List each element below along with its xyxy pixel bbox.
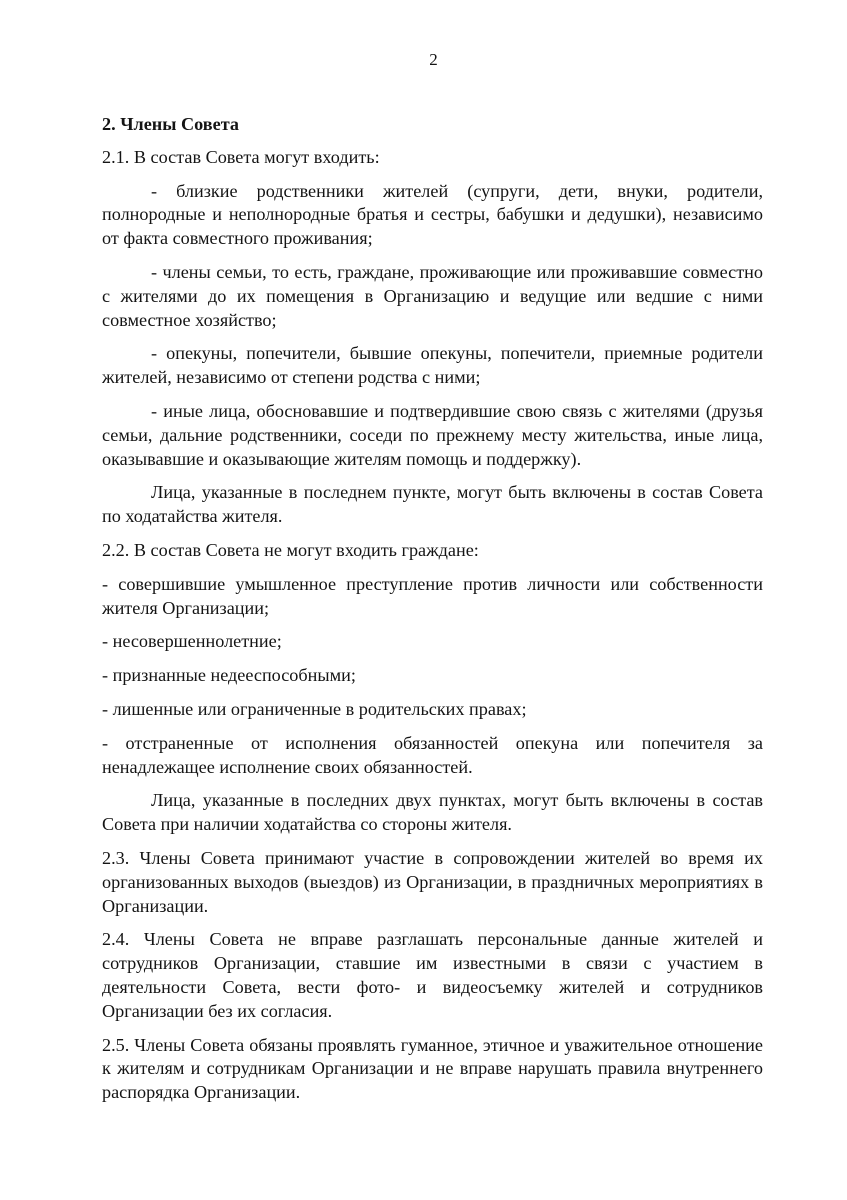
clause-2-2-note: Лица, указанные в последних двух пунктах, могут быть включены в состав Совета при наличии ходатайства со стороны жителя. xyxy=(102,790,763,835)
clause-2-2-item: - несовершеннолетние; xyxy=(102,631,282,652)
clause-2-1-item: - иные лица, обосновавшие и подтвердившие свою связь с жителями (друзья семьи, дальние родственники, соседи по прежнему месту жительства, иные лица, оказывавшие и оказывающие жителям помощь и поддержку). xyxy=(102,400,763,469)
section-heading: 2. Члены Совета xyxy=(102,114,239,134)
clause-2-1-item: - члены семьи, то есть, граждане, проживающие или проживавшие совместно с жителями до их помещения в Организацию и ведущие или ведшие с ними совместное хозяйство; xyxy=(102,261,763,330)
clause-2-3: 2.3. Члены Совета принимают участие в сопровождении жителей во время их организованных выходов (выездов) из Организации, в праздничных мероприятиях в Организации. xyxy=(102,847,763,916)
clause-2-2-item: - лишенные или ограниченные в родительских правах; xyxy=(102,698,527,719)
clause-2-2-item: - признанные недееспособными; xyxy=(102,665,356,686)
clause-2-1-item: - близкие родственники жителей (супруги, дети, внуки, родители, полнородные и неполнородные братья и сестры, бабушки и дедушки), независимо от факта совместного проживания; xyxy=(102,180,763,249)
clause-2-1-note: Лица, указанные в последнем пункте, могут быть включены в состав Совета по ходатайства жителя. xyxy=(102,482,763,527)
clause-2-2-intro: 2.2. В состав Совета не могут входить граждане: xyxy=(102,539,479,560)
clause-2-5: 2.5. Члены Совета обязаны проявлять гуманное, этичное и уважительное отношение к жителям и сотрудникам Организации и не вправе нарушать правила внутреннего распорядка Организации. xyxy=(102,1034,763,1103)
clause-2-1-item: - опекуны, попечители, бывшие опекуны, попечители, приемные родители жителей, независимо от степени родства с ними; xyxy=(102,343,763,388)
document-body xyxy=(102,113,763,1115)
clause-2-2-item: - отстраненные от исполнения обязанностей опекуна или попечителя за ненадлежащее исполнение своих обязанностей. xyxy=(102,732,763,777)
page-number: 2 xyxy=(429,50,438,69)
clause-2-4: 2.4. Члены Совета не вправе разглашать персональные данные жителей и сотрудников Организации, ставшие им известными в связи с участием в деятельности Совета, вести фото- и видеосъемку жителей и сотрудников Организации без их согласия. xyxy=(102,929,763,1021)
clause-2-1-intro: 2.1. В состав Совета могут входить: xyxy=(102,146,380,167)
clause-2-2-item: - совершившие умышленное преступление против личности или собственности жителя Организации; xyxy=(102,573,763,618)
